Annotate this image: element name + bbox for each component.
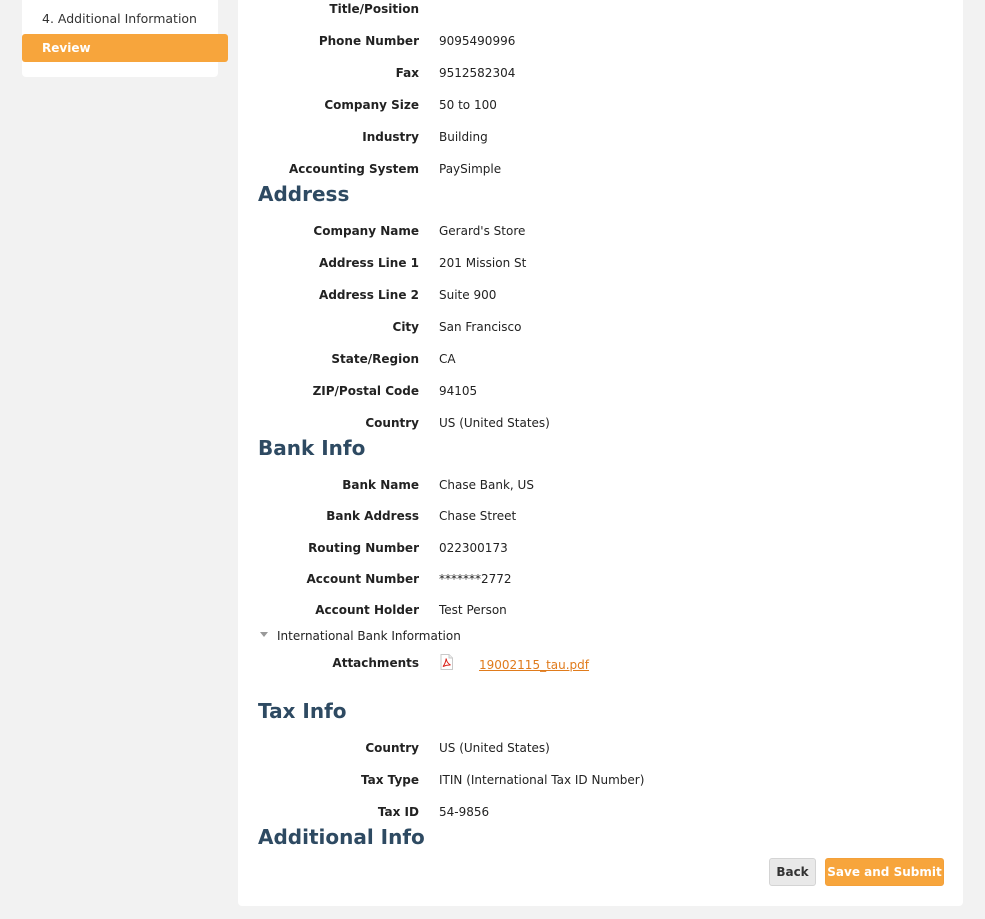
tax-country-value: US (United States) — [439, 741, 550, 755]
review-panel — [238, 0, 963, 906]
phone-number-value: 9095490996 — [439, 34, 516, 48]
country-label: Country — [365, 416, 419, 430]
pdf-icon[interactable] — [440, 654, 453, 670]
zip-postal-code-label: ZIP/Postal Code — [312, 384, 419, 398]
accounting-system-label: Accounting System — [289, 162, 419, 176]
account-holder-value: Test Person — [439, 603, 507, 617]
back-button[interactable]: Back — [769, 858, 816, 886]
phone-number-label: Phone Number — [318, 34, 419, 48]
tax-id-value: 54-9856 — [439, 805, 490, 819]
industry-value: Building — [439, 130, 488, 144]
fax-value: 9512582304 — [439, 66, 516, 80]
attachments-label: Attachments — [332, 656, 419, 670]
title-position-label: Title/Position — [329, 2, 419, 16]
address-line-2-label: Address Line 2 — [319, 288, 419, 302]
routing-number-label: Routing Number — [308, 541, 419, 555]
tax-country-label: Country — [365, 741, 419, 755]
company-size-value: 50 to 100 — [439, 98, 497, 112]
bank-info-heading: Bank Info — [258, 436, 366, 460]
address-line-2-value: Suite 900 — [439, 288, 497, 302]
address-line-1-value: 201 Mission St — [439, 256, 527, 270]
company-size-label: Company Size — [324, 98, 419, 112]
account-holder-label: Account Holder — [315, 603, 419, 617]
sidebar-item-additional-information[interactable]: 4. Additional Information — [42, 11, 197, 26]
caret-down-icon — [260, 632, 268, 637]
additional-info-heading: Additional Info — [258, 825, 425, 849]
international-bank-info-label: International Bank Information — [277, 629, 461, 643]
sidebar-item-review[interactable]: Review — [22, 34, 228, 62]
attachment-file-link[interactable]: 19002115_tau.pdf — [479, 658, 590, 672]
bank-address-label: Bank Address — [326, 509, 419, 523]
company-name-label: Company Name — [313, 224, 419, 238]
bank-address-value: Chase Street — [439, 509, 517, 523]
city-label: City — [392, 320, 419, 334]
city-value: San Francisco — [439, 320, 522, 334]
state-region-value: CA — [439, 352, 456, 366]
tax-type-label: Tax Type — [361, 773, 419, 787]
tax-info-heading: Tax Info — [258, 699, 347, 723]
industry-label: Industry — [362, 130, 419, 144]
address-line-1-label: Address Line 1 — [319, 256, 419, 270]
company-name-value: Gerard's Store — [439, 224, 526, 238]
fax-label: Fax — [395, 66, 419, 80]
save-and-submit-button[interactable]: Save and Submit — [825, 858, 944, 886]
routing-number-value: 022300173 — [439, 541, 508, 555]
country-value: US (United States) — [439, 416, 550, 430]
zip-postal-code-value: 94105 — [439, 384, 478, 398]
bank-name-label: Bank Name — [342, 478, 419, 492]
state-region-label: State/Region — [331, 352, 419, 366]
tax-id-label: Tax ID — [377, 805, 419, 819]
bank-name-value: Chase Bank, US — [439, 478, 534, 492]
account-number-value: *******2772 — [439, 572, 512, 586]
tax-type-value: ITIN (International Tax ID Number) — [439, 773, 645, 787]
address-heading: Address — [258, 182, 350, 206]
account-number-label: Account Number — [306, 572, 419, 586]
accounting-system-value: PaySimple — [439, 162, 502, 176]
international-bank-info-toggle[interactable] — [260, 629, 461, 643]
